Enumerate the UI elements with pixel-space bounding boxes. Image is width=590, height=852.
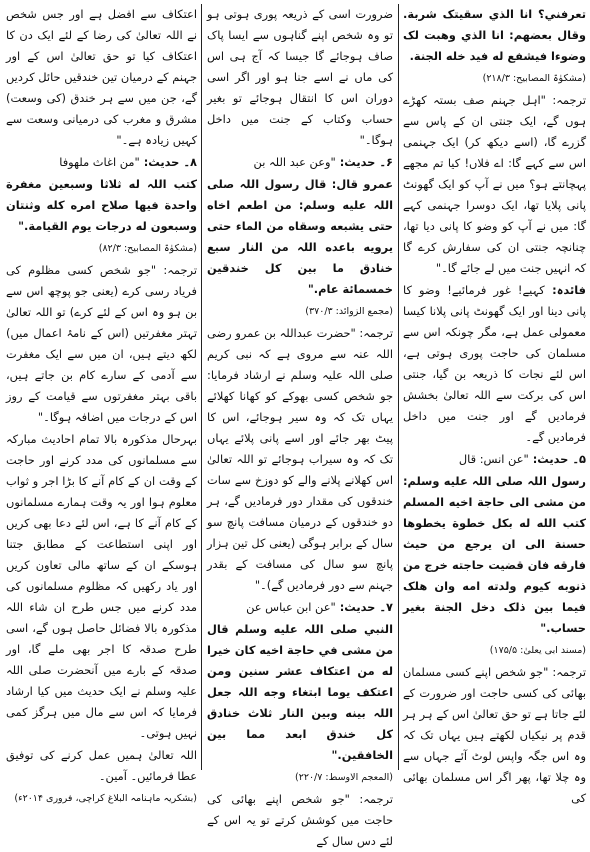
source-reference (6, 788, 197, 809)
paragraph (403, 662, 586, 809)
column-right (403, 4, 586, 805)
hadith-arabic-text (207, 174, 393, 300)
column-left (6, 4, 197, 804)
paragraph-text: ترجمہ: "جو شخص کسی مظلوم کی فریاد رسی کرے (یعنی جو پوچھ اس سے بن ہو وہ اس کے لئے کرے) تو اللہ تعالیٰ تہتر مغفرتیں (اس کے نامۂ اعمال میں) لکھ دیتے ہیں، ان میں سے ایک مغفرت سے آدمی کے سارے کام بن جاتے ہیں، باقی بہتر مغفرتوں سے قیامت کے روز اس کے درجات میں اضافہ ہوگا۔" (6, 263, 197, 424)
paragraph (6, 260, 197, 428)
paragraph-text: ترجمہ: "حضرت عبداللہ بن عمرو رضی اللہ عنہ سے مروی ہے کہ نبی کریم صلی اللہ علیہ وسلم نے ارشاد فرمایا: جو شخص کسی بھوکے کو کھانا کھلائے یہاں تک کہ وہ سیر ہوجائے، اس کا پیٹ بھر جائے اور اسے پانی پلائے یہاں تک کہ وہ سیراب ہوجائے تو اللہ تعالیٰ اس کھلانے پلانے والے کو دوزخ سے سات خندقوں کی مقدار دور فرمادیں گے، ہر دو خندقوں کے درمیان مسافت پانچ سو سال کے برابر ہوگی (یعنی کل تین ہزار پانچ سو سال کی مسافت کے بقدر جہنم سے دور فرمادیں گے)۔" (207, 326, 393, 592)
paragraph (403, 449, 586, 470)
column-divider (201, 4, 202, 770)
source-reference (403, 640, 586, 661)
section-label: ۶۔ حدیث: (335, 155, 393, 169)
paragraph-text: ضرورت اسی کے ذریعہ پوری ہوتی ہو تو وہ شخص اپنے گناہوں سے ایسا پاک صاف ہوجائے گا جیسا کہ آج ہی اس کی ماں نے اسے جنا ہو اور اگر اسی دوران اس کا انتقال ہوجائے تو بغیر حساب وکتاب کے جنت میں داخل ہوگا۔" (207, 7, 393, 147)
paragraph (207, 4, 393, 151)
paragraph-text: (مجمع الزوائد: ۳۷۰/۳) (305, 306, 393, 317)
paragraph (6, 745, 197, 787)
paragraph-text: "عن ابن عباس عن (246, 600, 336, 614)
paragraph-text: اعتکاف سے افضل ہے اور جس شخص نے اللہ تعالیٰ کی رضا کے لئے ایک دن کا اعتکاف کیا تو حق تعالیٰ اس کے اور جہنم کے درمیان تین خندقیں حائل کردیں گے، جن میں سے ہر خندق (کی وسعت) مشرق و مغرب کی درمیانی وسعت سے کہیں زیادہ ہے۔" (6, 7, 197, 147)
paragraph (207, 789, 393, 852)
hadith-arabic-text (403, 4, 586, 67)
column-divider (398, 4, 399, 770)
paragraph (207, 597, 393, 618)
paragraph-text: رسول اللہ صلى اللہ عليه وسلم: من مشى الى حاجة اخيه المسلم كتب الله له بكل خطوة يخطوها حسنة الى ان يرجع من حيث فارقه فان قضيت حاجته خرج من ذنوبه كيوم ولدته امه وان هلک فيما بين ذلک دخل الجنة بغير حساب." (403, 474, 586, 635)
paragraph-text: (مشکوٰۃ المصابیح: ۲۱۸/۳) (482, 73, 586, 84)
paragraph (207, 323, 393, 596)
paragraph-text: (المعجم الاوسط: ۲۲۰/۷) (295, 772, 393, 783)
paragraph-text: بہرحال مذکورہ بالا تمام احادیث مبارکہ سے مسلمانوں کی مدد کرنے اور حاجت کے وقت ان کے کام آنے کا بڑا اجر و ثواب معلوم ہوا اور یہ وقت ہمارے مسلمانوں کے کام آنے کا ہے، اس لئے دعا بھی کریں اور اپنی استطاعت کے مطابق جتنا ہوسکے ان کے ساتھ مالی تعاون کریں اور یاد رکھیں کہ مظلوم مسلمانوں کی مدد کرنے میں جس طرح ان شاء اللہ مذکورہ بالا فضائل حاصل ہوں گے، اسی طرح صدقہ کا اجر بھی ملے گا، اور صدقہ کے بارے میں آنحضرت صلی اللہ علیہ وسلم نے ایک حدیث میں کیا ارشاد فرمایا کہ اس سے مال میں ہرگز کمی نہیں ہوتی۔ (6, 432, 197, 740)
column-middle (207, 4, 393, 848)
paragraph-text: "من اغاث ملهوفا (59, 155, 140, 169)
paragraph-text: (مشکوٰۃ المصابیح: ۸۲/۳) (98, 243, 197, 254)
source-reference (403, 68, 586, 89)
paragraph (6, 152, 197, 173)
section-label: ۸۔ حدیث: (139, 155, 197, 169)
hadith-arabic-text (403, 471, 586, 639)
paragraph-text: النبي صلى اللہ عليه وسلم قال من مشى في حاجة اخيه كان خيرا له من اعتكاف عشر سنين ومن اعتكف يوما ابتغاء وجه اللہ جعل اللہ بينه وبين النار ثلاث خنادق كل خندق ابعد مما بين الخافقين." (207, 622, 393, 762)
paragraph-text: "وعن عبد اللہ بن (253, 155, 336, 169)
hadith-arabic-text (207, 619, 393, 766)
paragraph (6, 4, 197, 151)
source-reference (6, 238, 197, 259)
paragraph-text: عمرو قال: قال رسول اللہ صلى اللہ عليه وسلم: من اطعم اخاه حتى يشبعه وسقاه من الماء حتى يرويه باعده اللہ من النار سبع خنادق ما بين كل خندقين خمسمائة عام." (207, 177, 393, 296)
paragraph-text: "عن انس: قال (458, 452, 529, 466)
paragraph (6, 429, 197, 744)
paragraph-text: كتب اللہ له ثلاثا وسبعين مغفرة واحدة فيها صلاح امره كله وثنتان وسبعون له درجات يوم القيامة." (6, 177, 197, 233)
paragraph-text: ترجمہ: "جو شخص اپنے بھائی کی حاجت میں کوشش کرتے تو یہ اس کے لئے دس سال کے (207, 792, 393, 848)
paragraph (403, 90, 586, 279)
paragraph-text: ترجمہ: "اہل جہنم صف بستہ کھڑے ہوں گے، ایک جنتی ان کے پاس سے گزرے گا، (اسے دیکھ کر) ایک جہنمی اس سے کہے گا: اے فلاں! کیا تم مجھے پہچانتے ہو؟ میں نے آپ کو ایک گھونٹ پانی پلایا تھا، ایک دوسرا جہنمی کہے گا: میں نے آپ کو وضو کا پانی دیا تھا، چنانچہ جنتی ان کی سفارش کرے گا کہ انہیں جنت میں لے جائے گا۔" (403, 93, 586, 275)
paragraph (403, 280, 586, 448)
section-label: ۵۔ حدیث: (528, 452, 586, 466)
paragraph-text: (بشکریہ ماہنامہ البلاغ کراچی، فروری ۲۰۱۴ء) (14, 793, 197, 804)
paragraph-text: (مسند ابی یعلیٰ: ۱۷۵/۵) (489, 645, 586, 656)
paragraph (207, 152, 393, 173)
source-reference (207, 767, 393, 788)
section-label: ۷۔ حدیث: (335, 600, 393, 614)
paragraph-text: اللہ تعالیٰ ہمیں عمل کرنے کی توفیق عطا فرمائیں۔ آمین۔ (6, 748, 197, 783)
hadith-arabic-text (6, 174, 197, 237)
section-label: فائدہ: (544, 283, 586, 297)
paragraph-text: ترجمہ: "جو شخص اپنے کسی مسلمان بھائی کی کسی حاجت اور ضرورت کے لئے جاتا ہے تو حق تعالیٰ اس کے ہر ہر قدم پر نیکیاں لکھتے ہیں یہاں تک کہ وہ اس جگہ واپس لوٹ آئے جہاں سے وہ چلا تھا، پھر اگر اس مسلمان بھائی کی (403, 665, 586, 805)
source-reference (207, 301, 393, 322)
paragraph-text: کہیے! غور فرمائیے! وضو کا پانی دینا اور ایک گھونٹ پانی پلانا کیسا معمولی عمل ہے، مگر چونکہ اس سے مسلمان کی حاجت پوری ہوتی ہے، اس لئے نجات کا ذریعہ بن گیا، جنتی اس کی برکت سے اللہ تعالیٰ بخشش فرمادیں گے اور جنت میں داخل فرمادیں گے۔ (403, 283, 586, 444)
paragraph-text: تعرفني؟ انا الذي سقيتک شربة. وقال بعضهم: انا الذي وهبت لک وضوءا فيشفع له فيد خله الجنة. (403, 7, 586, 63)
